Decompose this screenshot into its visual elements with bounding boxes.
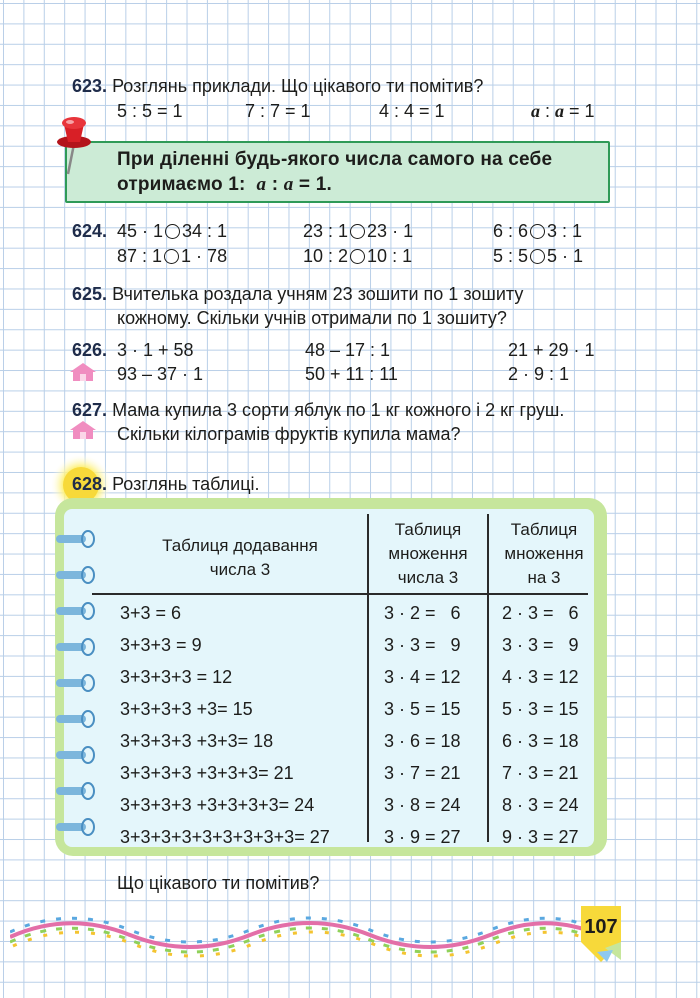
var-a: a [555, 101, 565, 121]
binder-coil-icon [52, 710, 98, 728]
right-side: 1 · 78 [181, 246, 228, 266]
rule-line-2 [117, 172, 607, 197]
header-addition [115, 534, 365, 582]
compare-item [303, 220, 413, 242]
binder-coil-icon [52, 746, 98, 764]
exercise-number: 627. [72, 400, 108, 420]
mult-cell: 3 · 4 = 12 [384, 667, 461, 687]
header-line: множення [504, 544, 584, 563]
compare-item [493, 220, 582, 242]
compare-item [117, 220, 227, 242]
right-side: 3 : 1 [547, 221, 583, 241]
addition-cell: 3+3+3+3 +3= 15 [120, 699, 253, 719]
exercise-628-heading [72, 473, 260, 495]
pushpin-icon [52, 114, 96, 178]
compare-circle[interactable] [530, 224, 545, 239]
addition-cell: 3+3+3 = 9 [120, 635, 202, 655]
header-line: Таблиця [510, 520, 578, 539]
exercise-text: Мама купила 3 сорти яблук по 1 кг кожного і 2 кг груш. [112, 400, 565, 420]
compare-circle[interactable] [350, 224, 365, 239]
mult-cell: 2 · 3 = 6 [502, 603, 579, 623]
binder-coil-icon [52, 602, 98, 620]
compare-circle[interactable] [164, 249, 179, 264]
header-line: множення [388, 544, 468, 563]
var-a: a [256, 174, 267, 195]
left-side: 23 : 1 [303, 221, 349, 241]
mult-cell: 3 · 5 = 15 [384, 699, 461, 719]
exercise-number: 623. [72, 76, 108, 96]
compare-item [303, 245, 412, 267]
exercise-627-line-2: Скільки кілограмів фруктів купила мама? [117, 424, 461, 444]
exercise-number-624: 624. [72, 221, 108, 241]
addition-cell: 3+3+3+3 +3+3+3+3= 24 [120, 795, 315, 815]
left-side: 5 : 5 [493, 246, 529, 266]
mult-cell: 3 · 3 = 9 [502, 635, 579, 655]
left-side: 10 : 2 [303, 246, 349, 266]
mult-cell: 3 · 3 = 9 [384, 635, 461, 655]
header-mult-by-3 [489, 518, 599, 590]
addition-cell: 3+3 = 6 [120, 603, 182, 623]
colon: : [540, 101, 556, 121]
compare-item [493, 245, 583, 267]
equals-one: = 1. [293, 174, 332, 195]
expression: 21 + 29 · 1 [508, 340, 595, 360]
example-3: 4 : 4 = 1 [379, 101, 445, 121]
compare-circle[interactable] [530, 249, 545, 264]
var-a: a [531, 101, 540, 121]
exercise-627-line-1 [72, 399, 564, 421]
expression: 3 · 1 + 58 [117, 340, 194, 360]
header-mult-of-3 [369, 518, 487, 590]
header-line: Таблиця додавання [162, 536, 318, 555]
rule-line-1: При діленні будь-якого числа самого на себе [117, 149, 553, 170]
equals-one: = 1 [564, 101, 595, 121]
binder-coil-icon [52, 818, 98, 836]
mult-cell: 3 · 8 = 24 [384, 795, 461, 815]
header-line: числа 3 [209, 560, 271, 579]
binder-coil-icon [52, 674, 98, 692]
binder-coil-icon [52, 530, 98, 548]
compare-item [117, 245, 227, 267]
addition-cell: 3+3+3+3 = 12 [120, 667, 233, 687]
exercise-prompt: Розглянь приклади. Що цікавого ти помітив? [112, 76, 484, 96]
expression: 50 + 11 : 11 [305, 364, 398, 384]
example-1: 5 : 5 = 1 [117, 101, 183, 121]
mult-cell: 3 · 6 = 18 [384, 731, 461, 751]
closing-question: Що цікавого ти помітив? [117, 873, 320, 893]
header-line: числа 3 [397, 568, 459, 587]
left-side: 87 : 1 [117, 246, 163, 266]
compare-circle[interactable] [350, 249, 365, 264]
binder-coil-icon [52, 566, 98, 584]
example-2: 7 : 7 = 1 [245, 101, 311, 121]
exercise-625-line-2: кожному. Скільки учнів отримали по 1 зошиту? [117, 308, 507, 328]
mult-cell: 9 · 3 = 27 [502, 827, 579, 847]
mult-cell: 3 · 7 = 21 [384, 763, 461, 783]
header-line: Таблиця [394, 520, 462, 539]
mult-cell: 5 · 3 = 15 [502, 699, 579, 719]
right-side: 10 : 1 [367, 246, 413, 266]
addition-cell: 3+3+3+3+3+3+3+3+3= 27 [120, 827, 330, 847]
exercise-number: 628. [72, 474, 108, 494]
right-side: 5 · 1 [547, 246, 584, 266]
binder-coil-icon [52, 638, 98, 656]
exercise-number-626: 626. [72, 340, 108, 360]
binder-coil-icon [52, 782, 98, 800]
exercise-number: 625. [72, 284, 108, 304]
left-side: 45 · 1 [117, 221, 164, 241]
header-line: на 3 [527, 568, 561, 587]
mult-cell: 4 · 3 = 12 [502, 667, 579, 687]
exercise-prompt: Розглянь таблиці. [112, 474, 260, 494]
expression: 93 – 37 · 1 [117, 364, 204, 384]
rule-text [117, 147, 607, 197]
home-icon [68, 362, 98, 382]
addition-cell: 3+3+3+3 +3+3+3= 21 [120, 763, 294, 783]
left-side: 6 : 6 [493, 221, 529, 241]
var-a: a [283, 174, 294, 195]
rule-line-2-text: отримаємо 1: [117, 174, 246, 195]
expression: 2 · 9 : 1 [508, 364, 570, 384]
mult-cell: 8 · 3 = 24 [502, 795, 579, 815]
home-icon [68, 420, 98, 440]
mult-cell: 7 · 3 = 21 [502, 763, 579, 783]
decorative-wave-border [10, 905, 590, 965]
right-side: 34 : 1 [182, 221, 228, 241]
mult-cell: 3 · 9 = 27 [384, 827, 461, 847]
right-side: 23 · 1 [367, 221, 414, 241]
exercise-623-heading [72, 75, 483, 97]
expression: 48 – 17 : 1 [305, 340, 391, 360]
page-number: 107 [584, 916, 618, 938]
general-example [531, 100, 595, 122]
header-divider [92, 593, 588, 595]
mult-cell: 3 · 2 = 6 [384, 603, 461, 623]
compare-circle[interactable] [165, 224, 180, 239]
exercise-text: Вчителька роздала учням 23 зошити по 1 зошиту [112, 284, 524, 304]
exercise-625-line-1 [72, 283, 523, 305]
addition-cell: 3+3+3+3 +3+3= 18 [120, 731, 274, 751]
colon: : [266, 174, 284, 195]
mult-cell: 6 · 3 = 18 [502, 731, 579, 751]
